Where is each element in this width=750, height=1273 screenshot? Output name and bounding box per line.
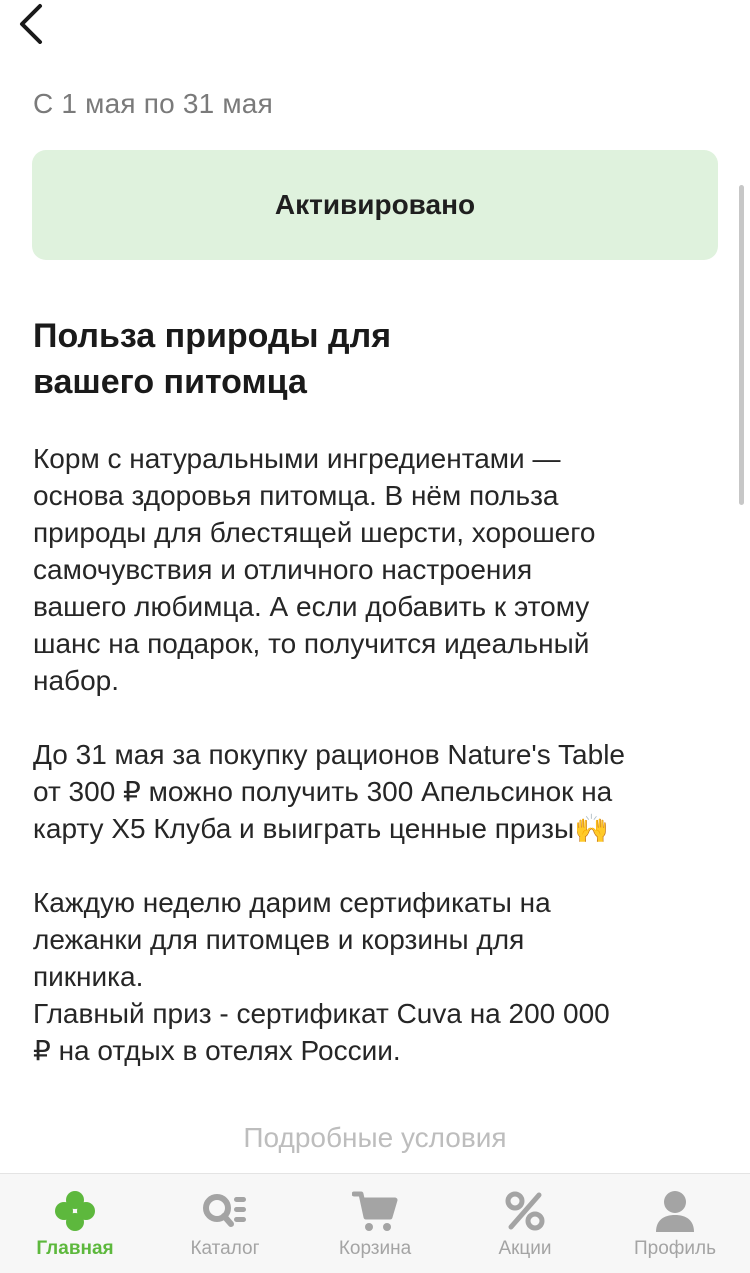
- tab-label: Профиль: [633, 1238, 717, 1259]
- catalog-icon: [202, 1191, 248, 1231]
- activation-status-label: Активировано: [274, 189, 476, 220]
- promo-date-range: С 1 мая по 31 мая: [33, 88, 273, 119]
- clover-icon: [53, 1189, 97, 1233]
- tab-home[interactable]: [0, 1174, 150, 1273]
- bottom-tab-bar: [0, 1173, 750, 1273]
- promo-paragraph: До 31 мая за покупку рационов Nature's Table от 300 ₽ можно получить 300 Апельсинок на карту Х5 Клуба и выиграть ценные призы🙌: [33, 739, 625, 844]
- user-icon: [653, 1189, 697, 1233]
- cart-icon: [352, 1189, 398, 1233]
- tab-label: Каталог: [190, 1238, 260, 1259]
- promo-title: Польза природы для вашего питомца: [33, 317, 392, 401]
- tab-label: Корзина: [338, 1238, 412, 1259]
- percent-icon: [503, 1189, 547, 1233]
- tab-promotions[interactable]: [450, 1174, 600, 1273]
- tab-profile[interactable]: [600, 1174, 750, 1273]
- chevron-left-icon: [14, 2, 54, 44]
- promo-paragraph: Корм с натуральными ингредиентами — основа здоровья питомца. В нём польза природы для блестящей шерсти, хорошего самочувствия и отличного настроения вашего любимца. А если добавить к этому шанс на подарок, то получится идеальный набор.: [33, 443, 596, 696]
- tab-cart[interactable]: [300, 1174, 450, 1273]
- back-button[interactable]: [14, 2, 54, 44]
- promo-paragraph: Каждую неделю дарим сертификаты на лежанки для питомцев и корзины для пикника. Главный приз - сертификат Cuva на 200 000 ₽ на отдых в отелях России.: [33, 887, 610, 1066]
- tab-label: Главная: [36, 1238, 114, 1259]
- tab-catalog[interactable]: [150, 1174, 300, 1273]
- scrollbar[interactable]: [739, 185, 744, 505]
- activation-status-badge: [32, 150, 718, 260]
- tab-label: Акции: [498, 1238, 552, 1259]
- detailed-terms-link[interactable]: Подробные условия: [243, 1122, 507, 1153]
- promo-description: [33, 440, 723, 1069]
